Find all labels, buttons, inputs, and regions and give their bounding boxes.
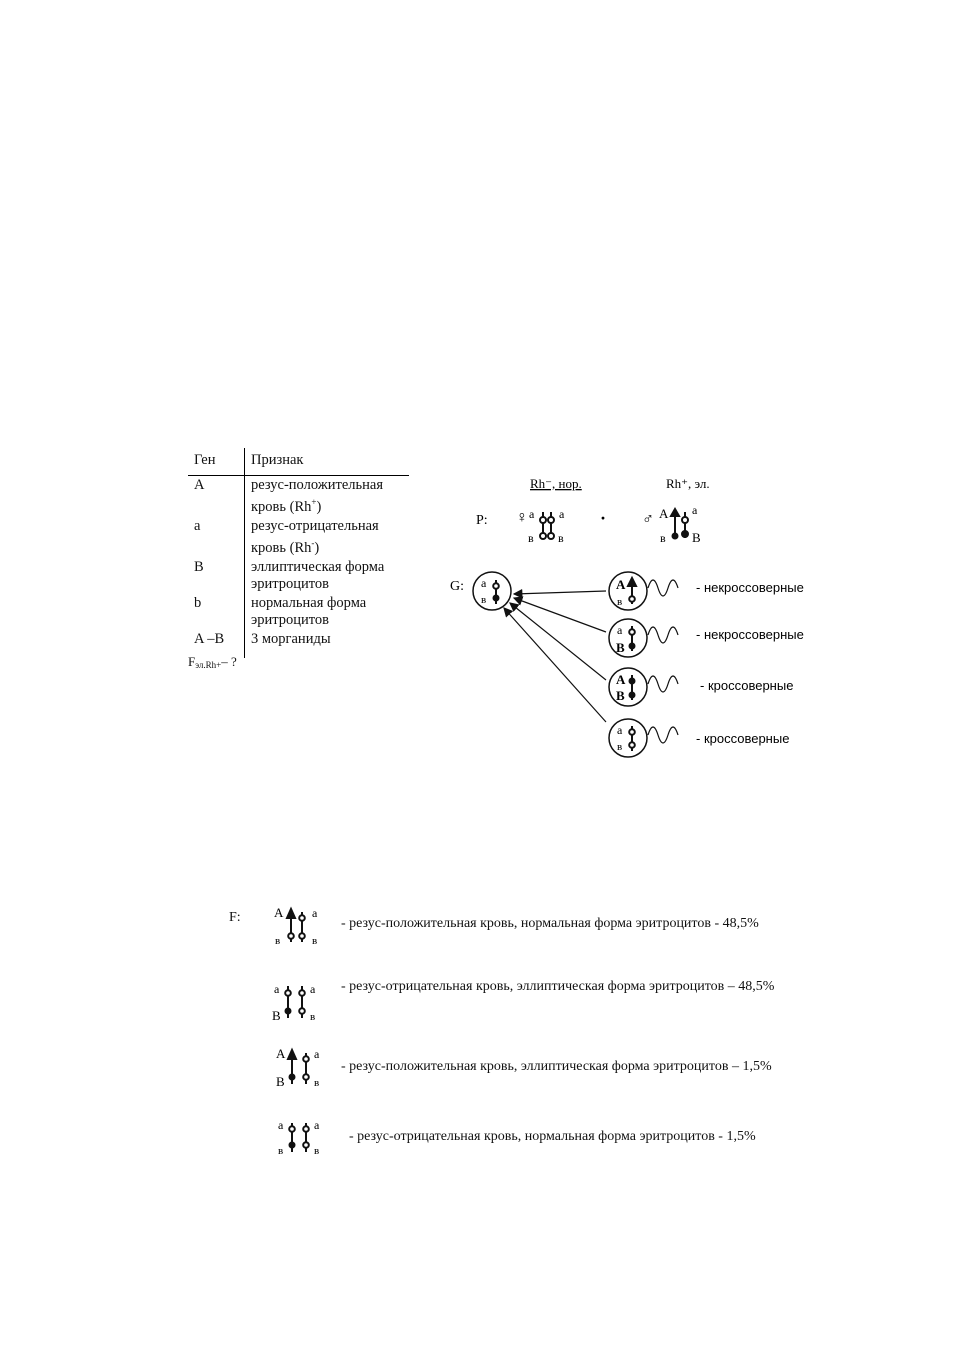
svg-text:B: B [272, 1008, 281, 1023]
offspring-genotype-1-icon [270, 902, 330, 948]
offspring-description-3: - резус-положительная кровь, эллиптическая форма эритроцитов – 1,5% [341, 1059, 772, 1074]
table-row [188, 476, 409, 518]
svg-text:- некроссоверные: - некроссоверные [696, 580, 804, 595]
gene-cell: b [188, 594, 245, 630]
svg-text:B: B [616, 640, 625, 655]
svg-text:a: a [312, 906, 318, 920]
svg-text:в: в [278, 1145, 284, 1157]
offspring-genotype-2-icon [270, 976, 330, 1024]
offspring-genotype-4-icon [270, 1114, 330, 1160]
svg-text:в: в [312, 935, 318, 947]
offspring-description-1: - резус-положительная кровь, нормальная форма эритроцитов - 48,5% [341, 916, 759, 931]
svg-text:B: B [276, 1074, 285, 1089]
table-header-row [188, 448, 409, 476]
svg-text:B: B [616, 688, 625, 703]
male-gamete-1 [609, 572, 804, 610]
svg-text:- кроссоверные: - кроссоверные [696, 731, 790, 746]
svg-text:a: a [278, 1118, 284, 1132]
svg-text:в: в [314, 1077, 320, 1089]
svg-text:a: a [692, 503, 698, 517]
svg-text:a: a [314, 1118, 320, 1132]
svg-text:a: a [310, 982, 316, 996]
table-row [188, 517, 409, 558]
svg-text:a: a [617, 723, 623, 737]
female-symbol-icon: ♀ [516, 509, 528, 526]
offspring-description-4: - резус-отрицательная кровь, нормальная форма эритроцитов - 1,5% [349, 1129, 756, 1144]
gene-cell: A –B [188, 630, 245, 658]
cross-dot: · [600, 508, 607, 528]
svg-text:A: A [659, 506, 669, 521]
male-phenotype: Rh⁺, эл. [666, 476, 710, 491]
female-gamete-circle [473, 572, 511, 610]
header-trait: Признак [251, 452, 304, 468]
svg-text:в: в [617, 741, 623, 753]
trait-cell: нормальная форма эритроцитов [251, 595, 367, 628]
svg-text:A: A [616, 672, 626, 687]
male-gamete-2 [609, 619, 804, 657]
female-phenotype: Rh⁻, нор. [530, 476, 582, 491]
svg-text:в: в [314, 1145, 320, 1157]
svg-text:- некроссоверные: - некроссоверные [696, 627, 804, 642]
table-row [188, 594, 409, 630]
svg-text:A: A [274, 905, 284, 920]
table-row [188, 558, 409, 594]
gene-trait-table [188, 448, 409, 658]
gene-cell: a [188, 517, 245, 558]
offspring-description-2: - резус-отрицательная кровь, эллиптическая форма эритроцитов – 48,5% [341, 979, 775, 994]
trait-cell: эллиптическая форма эритроцитов [251, 559, 385, 592]
svg-text:в: в [617, 596, 623, 608]
male-gamete-4 [609, 719, 789, 757]
svg-text:в: в [275, 935, 281, 947]
gene-cell: B [188, 558, 245, 594]
p-label: P: [476, 513, 488, 528]
male-gamete-3 [609, 668, 793, 706]
svg-text:в: в [660, 531, 666, 545]
svg-text:a: a [481, 576, 487, 590]
trait-cell: резус-отрицательная кровь (Rh-) [251, 518, 379, 556]
trait-cell: 3 морганиды [251, 631, 331, 647]
svg-text:a: a [529, 507, 535, 521]
trait-cell: резус-положительная кровь (Rh+) [251, 477, 384, 515]
svg-text:в: в [481, 594, 487, 606]
g-label: G: [450, 579, 464, 594]
svg-text:a: a [314, 1047, 320, 1061]
svg-text:в: в [558, 531, 564, 545]
svg-text:- кроссоверные: - кроссоверные [700, 678, 794, 693]
header-gene: Ген [188, 448, 245, 476]
cross-diagram [430, 448, 830, 768]
gene-cell: A [188, 476, 245, 518]
svg-text:a: a [274, 982, 280, 996]
svg-text:a: a [617, 623, 623, 637]
svg-text:A: A [276, 1046, 286, 1061]
svg-text:A: A [616, 577, 626, 592]
svg-text:a: a [559, 507, 565, 521]
svg-text:B: B [692, 530, 701, 545]
svg-text:в: в [528, 531, 534, 545]
offspring-genotype-3-icon [270, 1044, 330, 1090]
svg-text:в: в [310, 1011, 316, 1023]
male-symbol-icon: ♂ [642, 511, 654, 528]
f-label: F: [229, 910, 241, 925]
question-text: $F_{эл.Rh+}-$ ? [188, 654, 237, 670]
male-chromosome-icon [671, 509, 688, 539]
female-chromosome-icon [540, 512, 554, 539]
